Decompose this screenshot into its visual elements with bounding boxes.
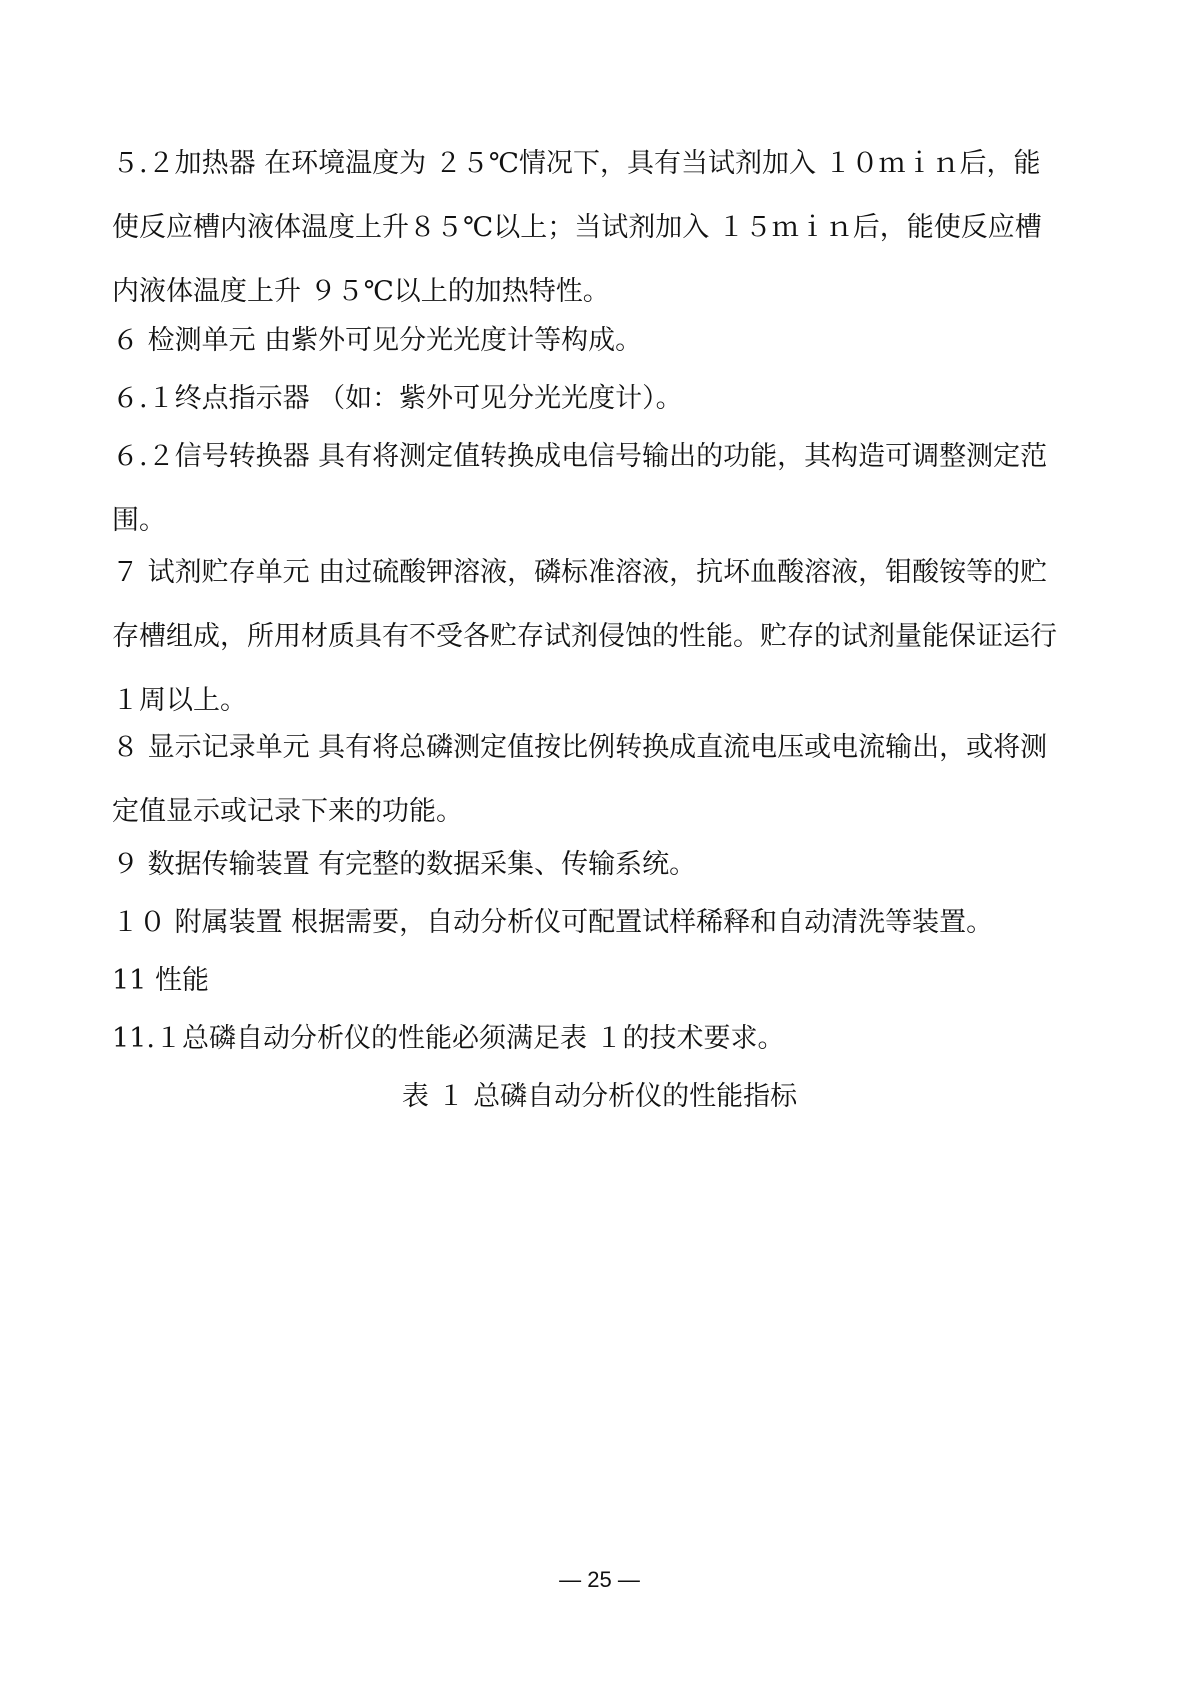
text-line: 11 性能 (112, 965, 209, 996)
text-line: ６.２信号转换器 具有将测定值转换成电信号输出的功能，其构造可调整测定范 (112, 441, 1048, 472)
paragraph-7 (112, 541, 1092, 733)
text-line: 使反应槽内液体温度上升８５℃以上；当试剂加入 １５ｍｉｎ后，能使反应槽 (112, 212, 1042, 243)
text-line: ８ 显示记录单元 具有将总磷测定值按比例转换成直流电压或电流输出，或将测 (112, 732, 1048, 763)
table-caption: 表 １ 总磷自动分析仪的性能指标 (401, 1081, 798, 1112)
text-line: １０ 附属装置 根据需要，自动分析仪可配置试样稀释和自动清洗等装置。 (112, 907, 994, 938)
text-line: ９ 数据传输装置 有完整的数据采集、传输系统。 (112, 849, 697, 880)
text-line: 内液体温度上升 ９５℃以上的加热特性。 (112, 276, 610, 307)
paragraph-6-1 (112, 367, 1092, 431)
text-line: ６ 检测单元 由紫外可见分光光度计等构成。 (112, 325, 643, 356)
text-line: 存槽组成，所用材质具有不受各贮存试剂侵蚀的性能。贮存的试剂量能保证运行 (112, 621, 1057, 652)
text-line: １周以上。 (112, 685, 247, 716)
paragraph-8 (112, 716, 1092, 844)
text-line: ５.２加热器 在环境温度为 ２５℃情况下，具有当试剂加入 １０ｍｉｎ后，能 (112, 148, 1041, 179)
paragraph-10 (112, 891, 1092, 955)
paragraph-6-2 (112, 425, 1092, 553)
text-line: 定值显示或记录下来的功能。 (112, 796, 463, 827)
section-heading-11 (112, 949, 1092, 1013)
paragraph-5-2 (112, 132, 1092, 324)
text-line: ６.１终点指示器 （如：紫外可见分光光度计）。 (112, 383, 683, 414)
text-line: ７ 试剂贮存单元 由过硫酸钾溶液，磷标准溶液，抗坏血酸溶液，钼酸铵等的贮 (112, 557, 1048, 588)
text-line: 11.１总磷自动分析仪的性能必须满足表 １的技术要求。 (112, 1023, 785, 1054)
text-line: 围。 (112, 505, 166, 536)
page-number: — 25 — (559, 1567, 640, 1592)
paragraph-6 (112, 309, 1092, 373)
paragraph-11-1 (112, 1007, 1092, 1071)
paragraph-9 (112, 833, 1092, 897)
